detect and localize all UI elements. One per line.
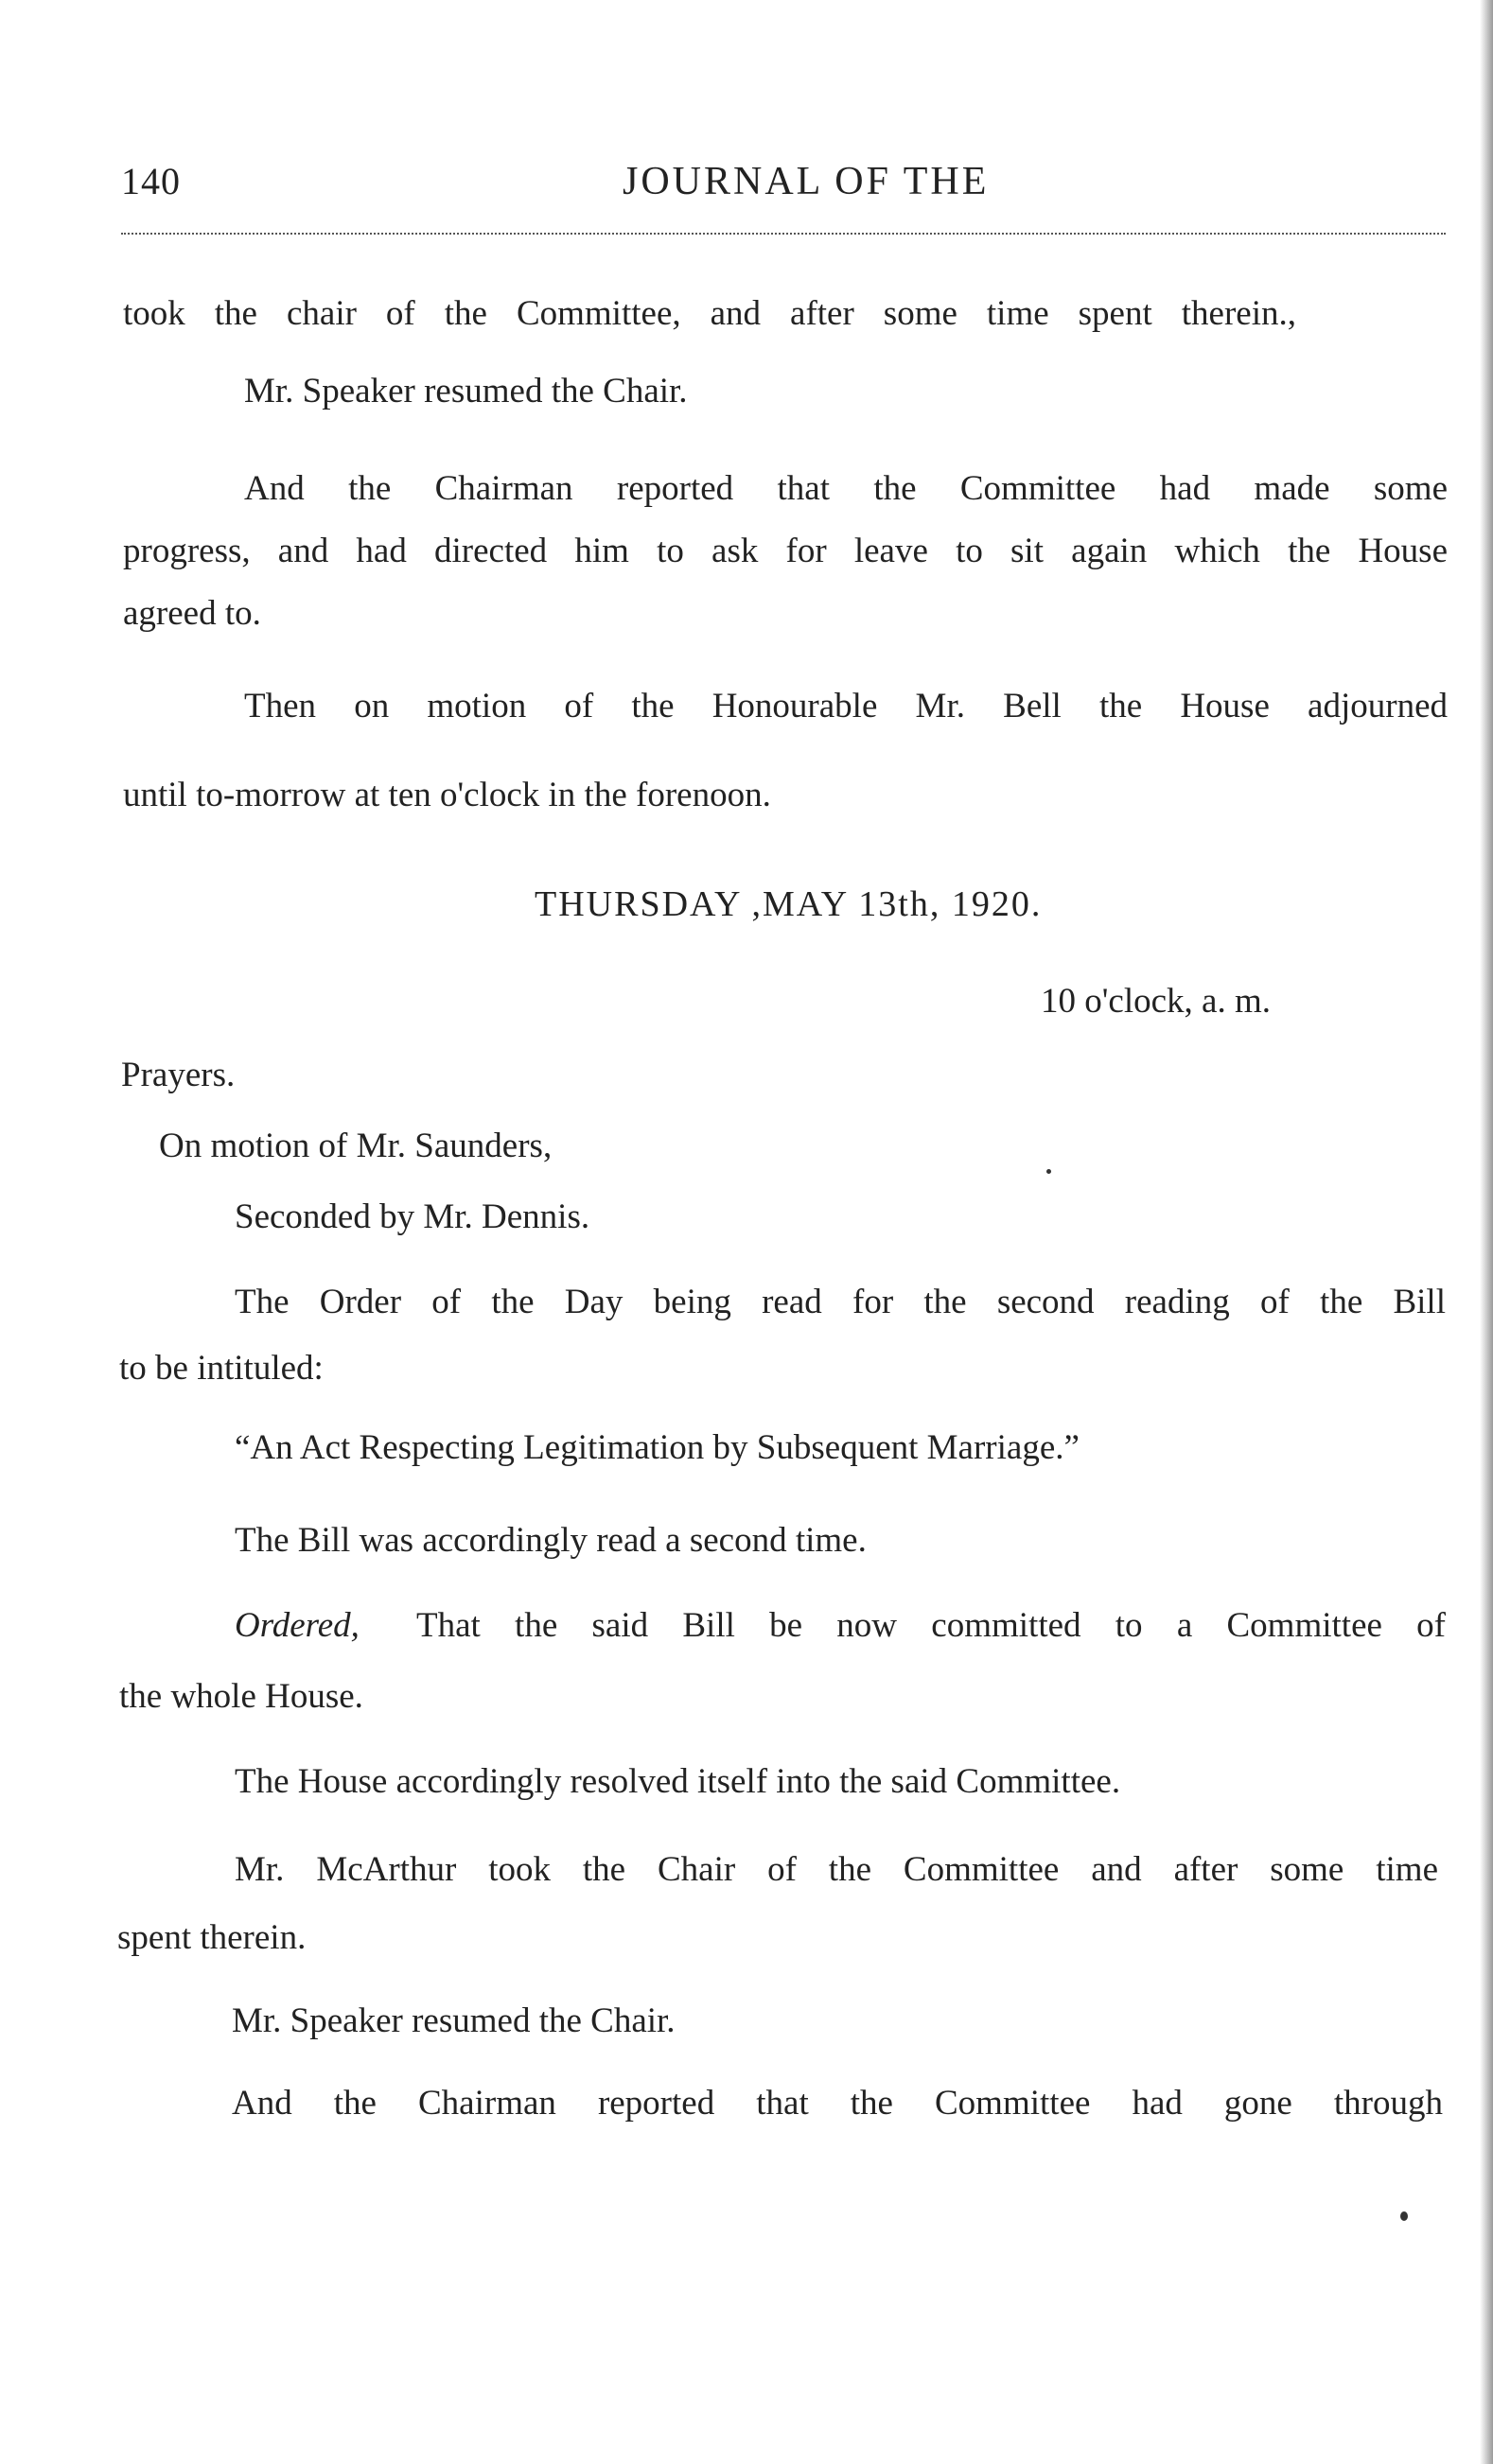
text-line: the whole House. xyxy=(119,1677,363,1716)
text-line: Then on motion of the Honourable Mr. Bell the House adjourned xyxy=(244,687,1448,725)
text-line: Seconded by Mr. Dennis. xyxy=(235,1197,590,1236)
header-rule xyxy=(121,233,1446,235)
ordered-label: Ordered, xyxy=(235,1606,360,1645)
date-heading: THURSDAY ,MAY 13th, 1920. xyxy=(535,884,1043,924)
page-header xyxy=(121,159,1446,216)
text-line: agreed to. xyxy=(123,594,261,633)
text-line: Mr. Speaker resumed the Chair. xyxy=(232,2001,676,2040)
text-line: Mr. McArthur took the Chair of the Committee and after some time xyxy=(235,1850,1438,1889)
text-line: The Order of the Day being read for the second reading of the Bill xyxy=(235,1283,1446,1321)
bill-title: “An Act Respecting Legitimation by Subsequent Marriage.” xyxy=(235,1428,1080,1467)
running-head: JOURNAL OF THE xyxy=(623,160,990,203)
text-line: The Bill was accordingly read a second time. xyxy=(235,1521,867,1560)
text-line: And the Chairman reported that the Committee had made some xyxy=(244,469,1448,508)
text-line: On motion of Mr. Saunders, xyxy=(159,1127,553,1165)
text-line: spent therein. xyxy=(117,1918,307,1957)
text-line: And the Chairman reported that the Committee had gone through xyxy=(232,2084,1443,2123)
page-edge-shadow xyxy=(1480,0,1493,2464)
time-line: 10 o'clock, a. m. xyxy=(1041,982,1271,1021)
text-line: Prayers. xyxy=(121,1056,236,1094)
text-line: progress, and had directed him to ask for leave to sit again which the House xyxy=(123,532,1448,570)
text-line: until to-morrow at ten o'clock in the forenoon. xyxy=(123,776,771,814)
text-line: took the chair of the Committee, and after some time spent therein., xyxy=(123,294,1296,333)
text-line: The House accordingly resolved itself into the said Committee. xyxy=(235,1762,1121,1801)
ink-speck xyxy=(1046,1169,1051,1174)
page-number: 140 xyxy=(121,160,181,202)
text-line: to be intituled: xyxy=(119,1349,324,1388)
ink-speck xyxy=(1400,2211,1408,2221)
text-line: That the said Bill be now committed to a Committee of xyxy=(416,1606,1446,1645)
text-line: Mr. Speaker resumed the Chair. xyxy=(244,372,688,411)
